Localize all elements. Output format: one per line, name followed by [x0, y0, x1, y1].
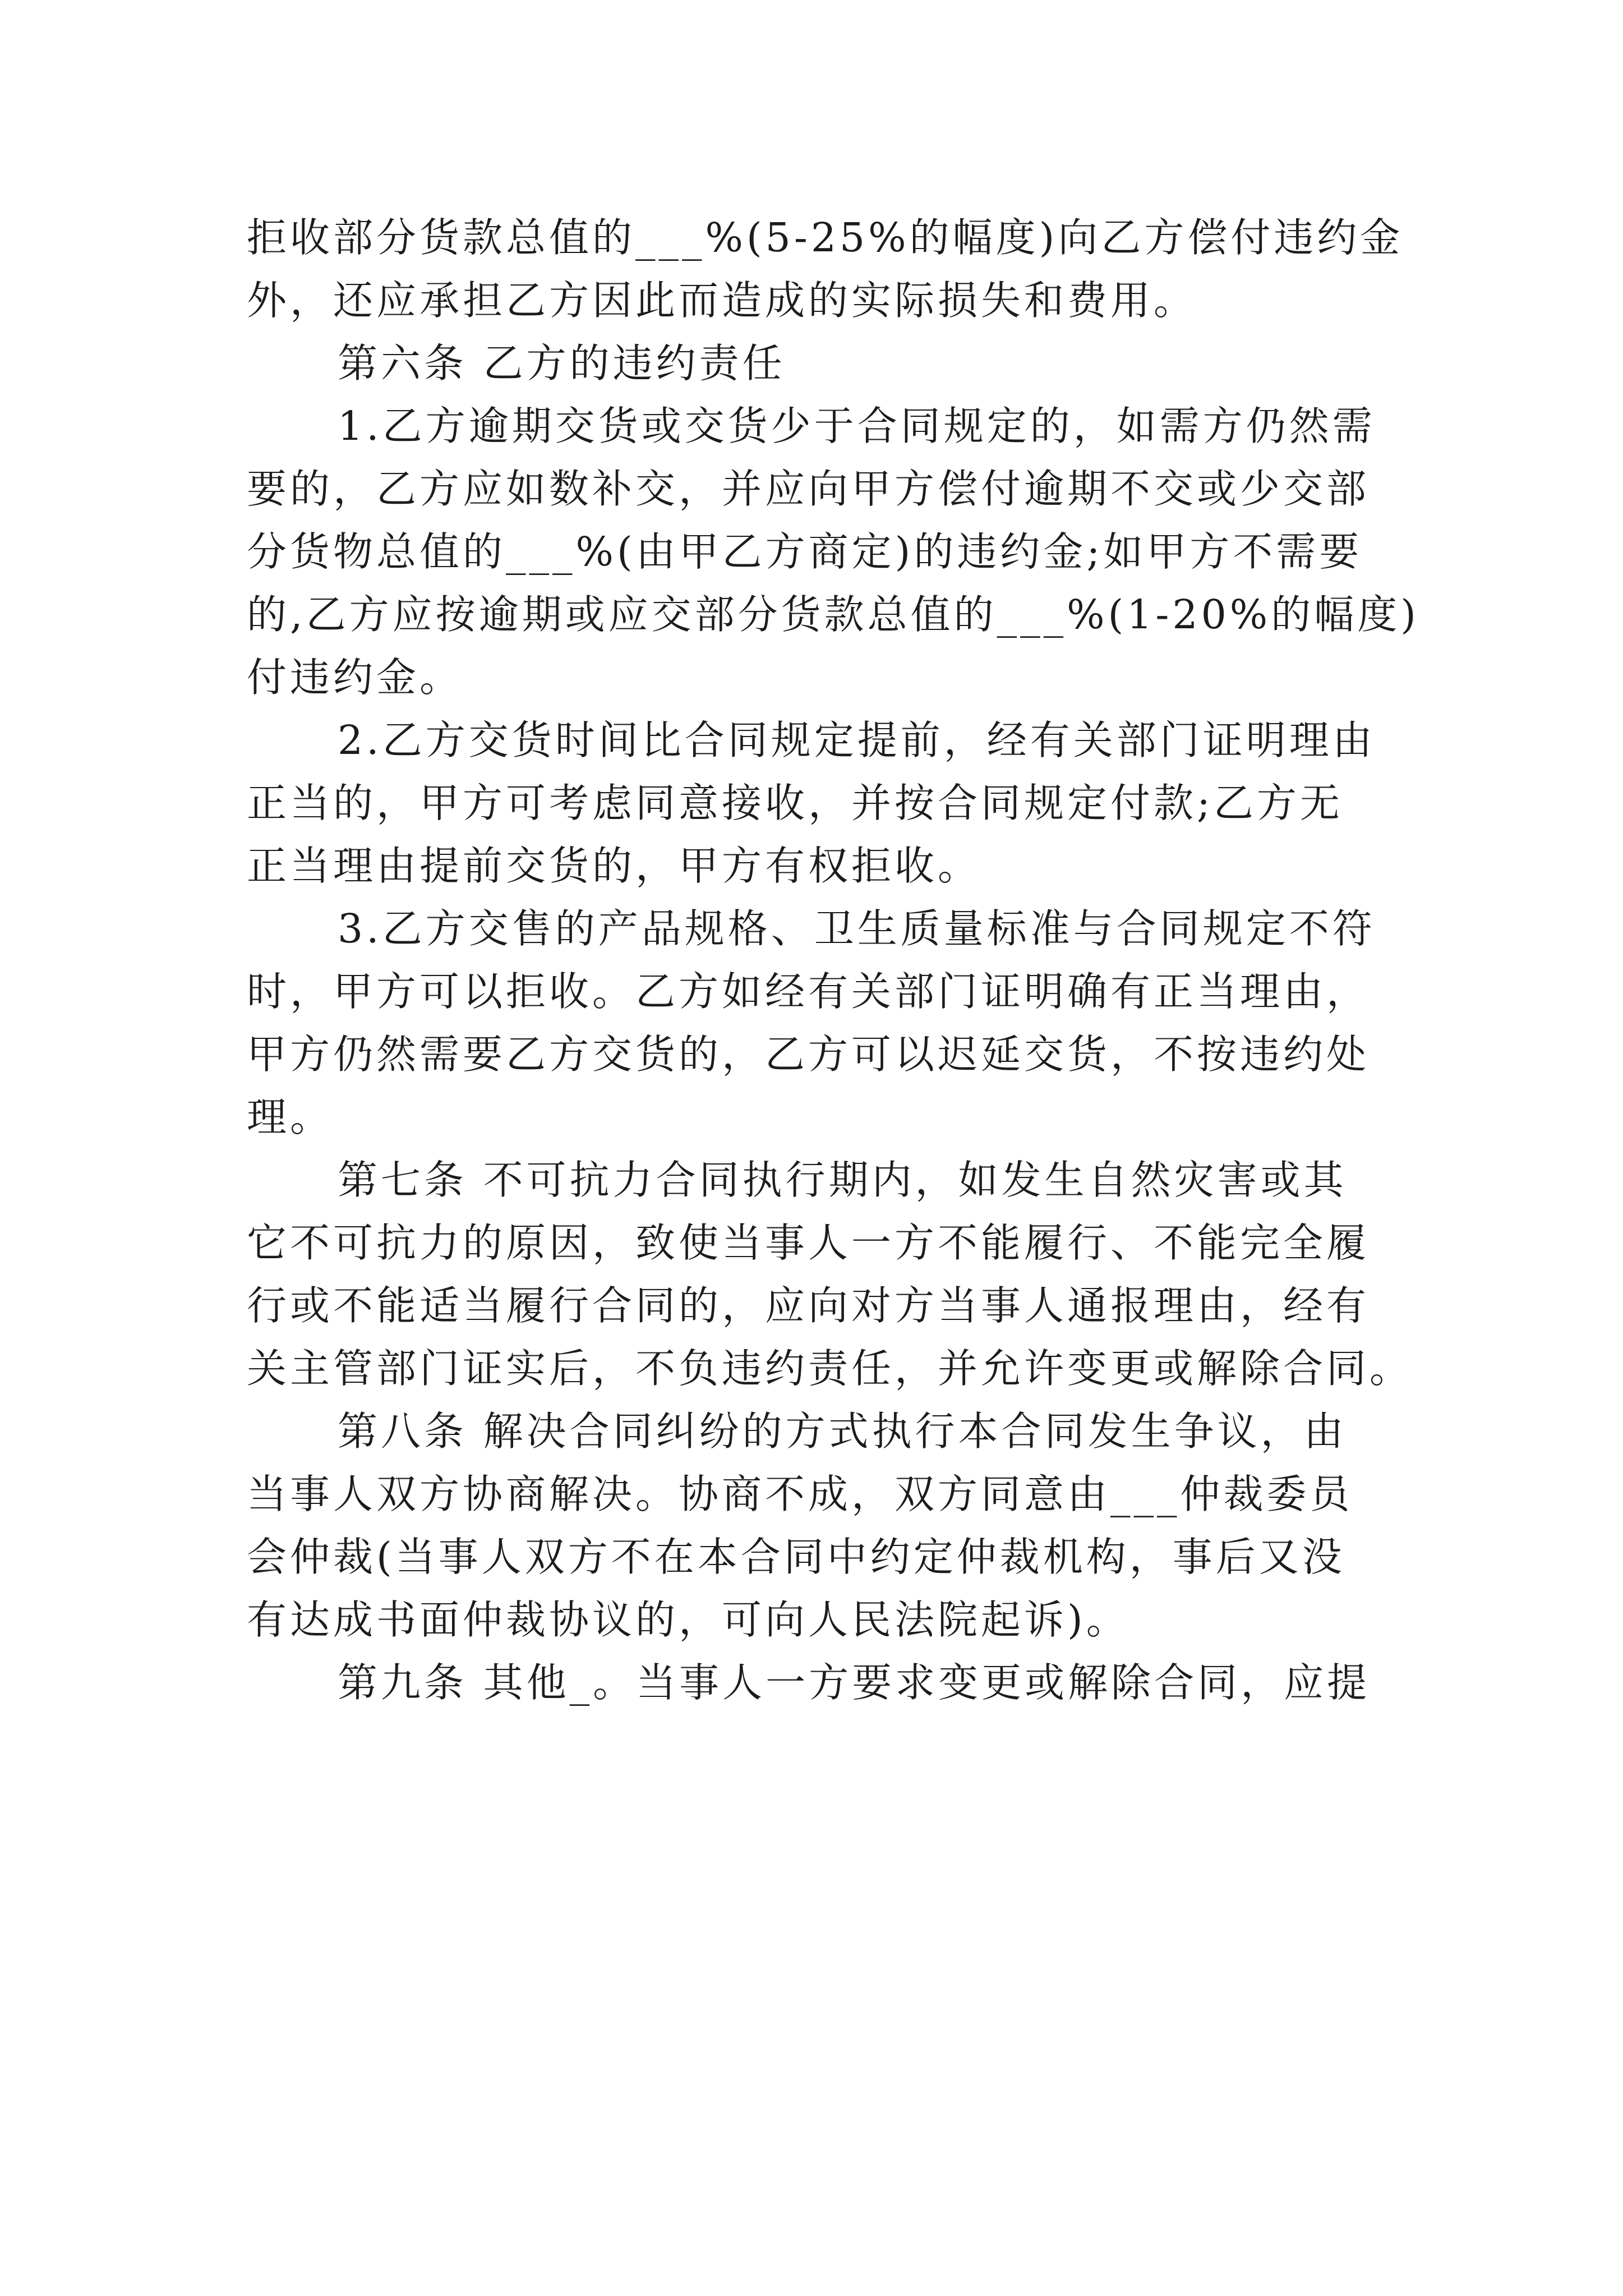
text-line: 它不可抗力的原因，致使当事人一方不能履行、不能完全履 [247, 1220, 1370, 1266]
text-line: 有达成书面仲裁协议的，可向人民法院起诉)。 [247, 1596, 1129, 1643]
text-line: 外，还应承担乙方因此而造成的实际损失和费用。 [247, 277, 1197, 324]
text-line: 关主管部门证实后，不负违约责任，并允许变更或解除合同。 [247, 1345, 1413, 1392]
text-line: 分货物总值的___%(由甲乙方商定)的违约金;如甲方不需要 [247, 528, 1363, 575]
text-line: 拒收部分货款总值的___%(5-25%的幅度)向乙方偿付违约金 [247, 214, 1404, 261]
section-heading-8: 第八条 解决合同纠纷的方式执行本合同发生争议，由 [338, 1408, 1347, 1455]
section-heading-6: 第六条 乙方的违约责任 [338, 340, 786, 386]
text-line: 行或不能适当履行合同的，应向对方当事人通报理由，经有 [247, 1282, 1370, 1329]
text-line: 当事人双方协商解决。协商不成，双方同意由___仲裁委员 [247, 1471, 1353, 1517]
text-line: 3.乙方交售的产品规格、卫生质量标准与合同规定不符 [338, 905, 1376, 952]
section-heading-9: 第九条 其他_。当事人一方要求变更或解除合同，应提 [338, 1659, 1371, 1706]
text-line: 理。 [247, 1094, 334, 1140]
text-line: 的,乙方应按逾期或应交部分货款总值的___%(1-20%的幅度) [247, 591, 1419, 638]
text-line: 时，甲方可以拒收。乙方如经有关部门证明确有正当理由， [247, 968, 1370, 1015]
text-line: 正当的，甲方可考虑同意接收，并按合同规定付款;乙方无 [247, 780, 1343, 826]
text-line: 2.乙方交货时间比合同规定提前，经有关部门证明理由 [338, 717, 1376, 763]
section-heading-7: 第七条 不可抗力合同执行期内，如发生自然灾害或其 [338, 1157, 1347, 1203]
text-line: 正当理由提前交货的，甲方有权拒收。 [247, 843, 981, 889]
text-line: 付违约金。 [247, 654, 463, 701]
text-line: 要的，乙方应如数补交，并应向甲方偿付逾期不交或少交部 [247, 466, 1370, 512]
text-line: 1.乙方逾期交货或交货少于合同规定的，如需方仍然需 [338, 403, 1376, 449]
document-body [247, 206, 1419, 1714]
text-line: 会仲裁(当事人双方不在本合同中约定仲裁机构，事后又没 [247, 1534, 1345, 1580]
text-line: 甲方仍然需要乙方交货的，乙方可以迟延交货，不按违约处 [247, 1031, 1370, 1078]
